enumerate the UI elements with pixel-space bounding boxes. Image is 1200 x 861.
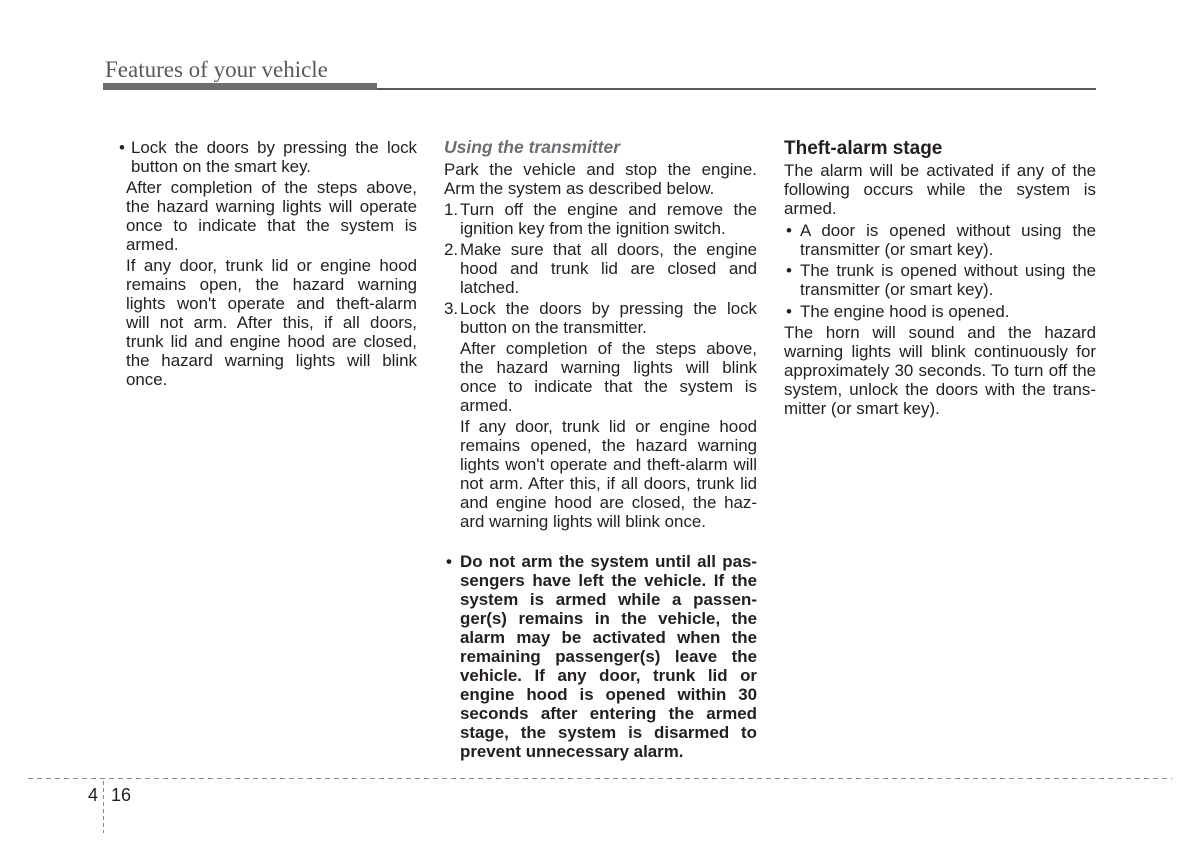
bullet-item <box>784 261 1096 299</box>
bullet-marker: • <box>786 220 792 240</box>
text-line: prevent unnecessary alarm. <box>460 742 684 761</box>
text-line: Arm the system as described below. <box>444 179 715 198</box>
text-line: once to indicate that the system is <box>126 216 417 235</box>
text-line: will not arm. After this, if all doors, <box>126 313 417 332</box>
text-line: Do not arm the system until all pas- <box>460 552 757 571</box>
text-line: hood and trunk lid are closed and <box>460 259 757 278</box>
text-line: seconds after entering the armed <box>460 704 757 723</box>
page-number: 16 <box>111 785 132 805</box>
numbered-step <box>444 200 757 238</box>
text-line: approximately 30 seconds. To turn off the <box>784 361 1096 380</box>
text-line: latched. <box>460 278 520 297</box>
text-line: ger(s) remains in the vehicle, the <box>460 609 757 628</box>
text-line: After completion of the steps above, <box>126 178 417 197</box>
subsection-heading: Using the transmitter <box>444 137 620 157</box>
text-line: the hazard warning lights will blink <box>126 351 417 370</box>
text-line: The alarm will be activated if any of the <box>784 161 1096 180</box>
bullet-item <box>784 221 1096 259</box>
text-line: armed. <box>784 199 837 218</box>
numbered-step <box>444 240 757 297</box>
bullet-item <box>784 302 1096 321</box>
column-left <box>118 138 417 389</box>
paragraph <box>784 323 1096 418</box>
text-line: engine hood is opened within 30 <box>460 685 757 704</box>
text-line: not arm. After this, if all doors, trunk lid <box>460 474 757 493</box>
text-line: ard warning lights will blink once. <box>460 512 706 531</box>
text-line: Lock the doors by pressing the lock <box>460 299 757 318</box>
text-line: system, unlock the doors with the trans- <box>784 380 1096 399</box>
text-line: trunk lid and engine hood are closed, <box>126 332 417 351</box>
text-line: If any door, trunk lid or engine hood <box>460 417 757 436</box>
header-rule-thick <box>103 83 377 90</box>
text-line: following occurs while the system is <box>784 180 1096 199</box>
text-line: transmitter (or smart key). <box>800 239 994 259</box>
paragraph <box>444 160 757 198</box>
text-line: once to indicate that the system is <box>460 377 757 396</box>
text-line: The horn will sound and the hazard <box>784 323 1096 342</box>
text-line: If any door, trunk lid or engine hood <box>126 256 417 275</box>
warning-note <box>444 552 757 761</box>
text-line: After completion of the steps above, <box>460 339 757 358</box>
paragraph <box>444 339 757 415</box>
text-line: and engine hood are closed, the haz- <box>460 493 757 512</box>
text-line: mitter (or smart key). <box>784 399 940 418</box>
column-middle <box>444 138 757 761</box>
step-number: 2. <box>444 240 459 259</box>
bullet-marker: • <box>786 261 792 280</box>
numbered-step <box>444 299 757 337</box>
step-number: 3. <box>444 299 459 318</box>
text-line: sengers have left the vehicle. If the <box>460 571 757 590</box>
text-line: stage, the system is disarmed to <box>460 723 757 742</box>
chapter-number: 4 <box>88 785 99 805</box>
text-line: armed. <box>460 396 513 415</box>
text-line: remains opened, the hazard warning <box>460 436 757 455</box>
text-line: system is armed while a passen- <box>460 590 757 609</box>
text-line: button on the smart key. <box>131 157 311 176</box>
text-line: once. <box>126 370 168 389</box>
footer-separator <box>103 781 104 833</box>
text-line: the hazard warning lights will operate <box>126 197 417 216</box>
paragraph <box>118 256 417 389</box>
text-line: button on the transmitter. <box>460 318 647 337</box>
bullet-marker: • <box>786 301 792 321</box>
text-line: ignition key from the ignition switch. <box>460 219 726 238</box>
text-line: armed. <box>126 235 179 254</box>
paragraph <box>444 417 757 531</box>
text-line: Park the vehicle and stop the engine. <box>444 160 757 179</box>
text-line: remaining passenger(s) leave the <box>460 647 757 666</box>
text-line: lights won't operate and theft-alarm <box>126 294 417 313</box>
text-line: lights won't operate and theft-alarm will <box>460 455 757 474</box>
paragraph <box>784 161 1096 218</box>
step-number: 1. <box>444 200 459 219</box>
header-rule-thin <box>377 88 1096 90</box>
text-line: alarm may be activated when the <box>460 628 757 647</box>
text-line: remains open, the hazard warning <box>126 275 417 294</box>
text-line: The trunk is opened without using the <box>800 261 1096 280</box>
footer-divider <box>28 778 1172 779</box>
column-right <box>784 138 1096 418</box>
text-line: vehicle. If any door, trunk lid or <box>460 666 757 685</box>
bullet-item <box>118 138 417 176</box>
section-heading: Theft-alarm stage <box>784 138 943 159</box>
text-line: Make sure that all doors, the engine <box>460 240 757 259</box>
paragraph <box>118 178 417 254</box>
text-line: A door is opened without using the <box>800 220 1096 240</box>
text-line: warning lights will blink continuously for <box>784 342 1096 361</box>
text-line: The engine hood is opened. <box>800 301 1010 321</box>
bullet-marker: • <box>119 138 125 157</box>
bullet-marker: • <box>446 552 452 571</box>
page-header-title: Features of your vehicle <box>105 57 328 82</box>
text-line: Lock the doors by pressing the lock <box>131 138 417 157</box>
text-line: transmitter (or smart key). <box>800 280 994 299</box>
text-line: Turn off the engine and remove the <box>460 200 757 219</box>
text-line: the hazard warning lights will blink <box>460 358 757 377</box>
